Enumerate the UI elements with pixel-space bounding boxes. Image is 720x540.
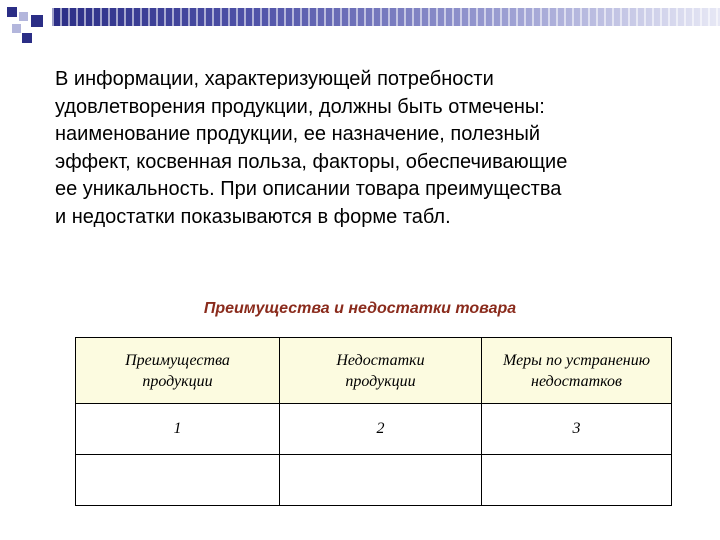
pros-cons-table bbox=[75, 337, 672, 506]
paragraph-line: удовлетворения продукции, должны быть отмечены: bbox=[55, 95, 545, 118]
header-square-navy-2 bbox=[31, 15, 43, 27]
header-text: недостатков bbox=[531, 372, 622, 390]
header-gradient-bar bbox=[52, 8, 720, 26]
header-cell-measures bbox=[482, 338, 672, 404]
table-title: Преимущества и недостатки товара bbox=[203, 300, 517, 317]
header-square-navy-3 bbox=[22, 33, 32, 43]
table-cell bbox=[76, 455, 280, 506]
paragraph-line: и недостатки показываются в форме табл. bbox=[55, 205, 451, 228]
header-text: продукции bbox=[345, 372, 416, 390]
table-cell: 2 bbox=[280, 404, 482, 455]
table-header-row bbox=[76, 338, 672, 404]
header-text: Недостатки bbox=[336, 351, 425, 369]
paragraph-line: В информации, характеризующей потребности bbox=[55, 68, 494, 90]
header-text: Меры по устранению bbox=[502, 351, 651, 369]
header-cell-advantages bbox=[76, 338, 280, 404]
header-text: Преимущества bbox=[125, 351, 230, 369]
header-cell-disadvantages bbox=[280, 338, 482, 404]
table-cell bbox=[482, 455, 672, 506]
table-cell: 1 bbox=[76, 404, 280, 455]
header-square-navy-1 bbox=[7, 7, 17, 17]
header-text: продукции bbox=[142, 372, 213, 390]
table-cell: 3 bbox=[482, 404, 672, 455]
table-row-empty bbox=[76, 455, 672, 506]
paragraph-line: эффект, косвенная польза, факторы, обеспечивающие bbox=[55, 150, 568, 173]
paragraph-line: ее уникальность. При описании товара преимущества bbox=[55, 178, 562, 200]
paragraph-line: наименование продукции, ее назначение, полезный bbox=[55, 123, 541, 145]
header-square-light-2 bbox=[12, 24, 21, 33]
table-row-numbers bbox=[76, 404, 672, 455]
header-square-light-1 bbox=[19, 12, 28, 21]
description-paragraph bbox=[55, 66, 695, 231]
table-cell bbox=[280, 455, 482, 506]
